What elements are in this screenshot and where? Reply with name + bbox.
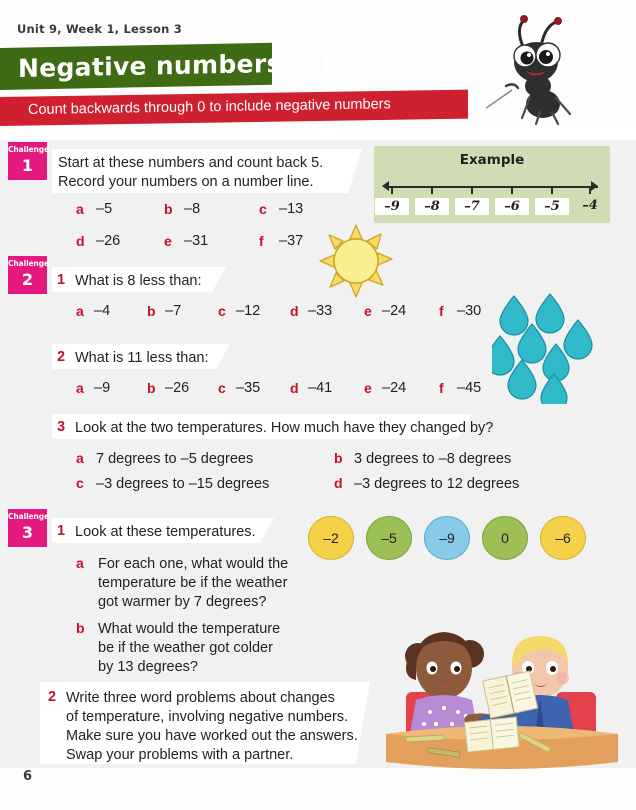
challenge1-item-f-value: –37: [279, 233, 304, 249]
c2q2-item-d-label: d: [290, 380, 299, 396]
number-line-label-6: –4: [582, 198, 598, 213]
c3q1-part-a-label: a: [76, 555, 84, 571]
challenge2-q3-number: 3: [57, 419, 66, 435]
c2q2-item-b-label: b: [147, 380, 156, 396]
page-number: 6: [23, 769, 33, 784]
challenge1-item-a-value: –5: [96, 201, 113, 217]
c2q1-item-f-value: –30: [457, 303, 482, 319]
children-at-desk-illustration: [378, 624, 626, 772]
challenge1-item-b-label: b: [164, 201, 173, 217]
panel-top-white-strip: [0, 128, 636, 140]
c2q1-item-c-value: –12: [236, 303, 261, 319]
c2q3-item-d-label: d: [334, 475, 343, 491]
c2q3-item-c-text: –3 degrees to –15 degrees: [96, 476, 270, 492]
c2q3-item-d-text: –3 degrees to 12 degrees: [354, 476, 520, 492]
challenge-badge-3: [8, 509, 50, 547]
challenge-badge-word: Challenge: [8, 145, 50, 154]
c3q2-line2: of temperature, involving negative numbers.: [66, 709, 349, 725]
challenge1-item-e-label: e: [164, 233, 172, 249]
number-line-label-1: –9: [375, 198, 409, 215]
c2q1-item-f-label: f: [439, 303, 444, 319]
c2q3-item-b-label: b: [334, 450, 343, 466]
page-title: Negative numbers (2): [18, 47, 332, 83]
challenge1-item-c-value: –13: [279, 201, 304, 217]
challenge2-q1-prompt: What is 8 less than:: [75, 273, 202, 289]
number-line-arrow-right: [591, 181, 598, 191]
challenge1-item-d-value: –26: [96, 233, 121, 249]
raindrops-illustration: [492, 292, 596, 404]
c2q2-item-f-value: –45: [457, 380, 482, 396]
c2q2-item-a-label: a: [76, 380, 84, 396]
c2q2-item-c-value: –35: [236, 380, 261, 396]
c2q1-item-c-label: c: [218, 303, 226, 319]
c2q3-item-a-text: 7 degrees to –5 degrees: [96, 451, 254, 467]
number-line-label-2: –8: [415, 198, 449, 215]
c2q2-item-d-value: –41: [308, 380, 333, 396]
c2q2-item-c-label: c: [218, 380, 226, 396]
challenge1-item-a-label: a: [76, 201, 84, 217]
challenge3-q1-number: 1: [57, 523, 66, 539]
number-line-tick: [551, 186, 553, 194]
c2q3-item-b-text: 3 degrees to –8 degrees: [354, 451, 512, 467]
c3q1-part-b-line1: What would the temperature: [98, 621, 281, 637]
c2q1-item-d-value: –33: [308, 303, 333, 319]
ant-illustration: [486, 14, 596, 126]
challenge-badge-word: Challenge: [8, 259, 50, 268]
c3q2-line3: Make sure you have worked out the answers.: [66, 728, 358, 744]
challenge-badge-1: [8, 142, 50, 180]
challenge2-q2-prompt: What is 11 less than:: [75, 350, 209, 366]
temperature-circle-1: –2: [308, 516, 354, 560]
c3q1-part-b-line2: be if the weather got colder: [98, 640, 273, 656]
temperature-circle-3: –9: [424, 516, 470, 560]
c2q2-item-b-value: –26: [165, 380, 190, 396]
temperature-circle-2: –5: [366, 516, 412, 560]
challenge2-q2-number: 2: [57, 349, 66, 365]
challenge-badge-word: Challenge: [8, 512, 50, 521]
c3q2-line1: Write three word problems about changes: [66, 690, 335, 706]
number-line-axis: [386, 186, 598, 188]
c2q1-item-d-label: d: [290, 303, 299, 319]
challenge-badge-number: 1: [21, 156, 34, 175]
c2q1-item-a-value: –4: [94, 303, 111, 319]
sun-illustration: [318, 223, 394, 299]
challenge1-prompt-line2: Record your numbers on a number line.: [58, 174, 314, 190]
c3q1-part-a-line2: temperature be if the weather: [98, 575, 288, 591]
c2q2-item-e-value: –24: [382, 380, 407, 396]
number-line-tick: [511, 186, 513, 194]
challenge3-q2-number: 2: [48, 689, 57, 705]
challenge-badge-number: 3: [21, 523, 34, 542]
number-line-tick: [589, 186, 591, 194]
c2q1-item-a-label: a: [76, 303, 84, 319]
c2q3-item-a-label: a: [76, 450, 84, 466]
number-line-label-3: –7: [455, 198, 489, 215]
c3q1-part-b-label: b: [76, 620, 85, 636]
challenge1-item-d-label: d: [76, 233, 85, 249]
challenge2-q3-prompt: Look at the two temperatures. How much have they changed by?: [75, 420, 494, 436]
c2q3-item-c-label: c: [76, 475, 84, 491]
temperature-circle-4: 0: [482, 516, 528, 560]
number-line-tick: [431, 186, 433, 194]
challenge1-item-f-label: f: [259, 233, 264, 249]
c2q1-item-b-value: –7: [165, 303, 182, 319]
challenge1-item-e-value: –31: [184, 233, 209, 249]
c2q2-item-e-label: e: [364, 380, 372, 396]
c2q1-item-e-label: e: [364, 303, 372, 319]
unit-breadcrumb: Unit 9, Week 1, Lesson 3: [17, 22, 182, 36]
challenge3-q1-prompt: Look at these temperatures.: [75, 524, 256, 540]
challenge-badge-number: 2: [21, 270, 34, 289]
number-line-tick: [471, 186, 473, 194]
page-subtitle: Count backwards through 0 to include negative numbers: [28, 96, 391, 118]
number-line-label-4: –6: [495, 198, 529, 215]
c3q1-part-b-line3: by 13 degrees?: [98, 659, 198, 675]
number-line-tick: [391, 186, 393, 194]
number-line-label-5: –5: [535, 198, 569, 215]
c2q2-item-f-label: f: [439, 380, 444, 396]
c2q1-item-e-value: –24: [382, 303, 407, 319]
temperature-circle-5: –6: [540, 516, 586, 560]
c3q1-part-a-line3: got warmer by 7 degrees?: [98, 594, 267, 610]
number-line-arrow-left: [382, 181, 389, 191]
challenge2-q1-number: 1: [57, 272, 66, 288]
challenge1-item-c-label: c: [259, 201, 267, 217]
challenge1-prompt-line1: Start at these numbers and count back 5.: [58, 155, 324, 171]
c2q2-item-a-value: –9: [94, 380, 111, 396]
challenge1-item-b-value: –8: [184, 201, 201, 217]
challenge-badge-2: [8, 256, 50, 294]
c3q2-line4: Swap your problems with a partner.: [66, 747, 294, 763]
example-title: Example: [459, 152, 525, 168]
c3q1-part-a-line1: For each one, what would the: [98, 556, 289, 572]
c2q1-item-b-label: b: [147, 303, 156, 319]
